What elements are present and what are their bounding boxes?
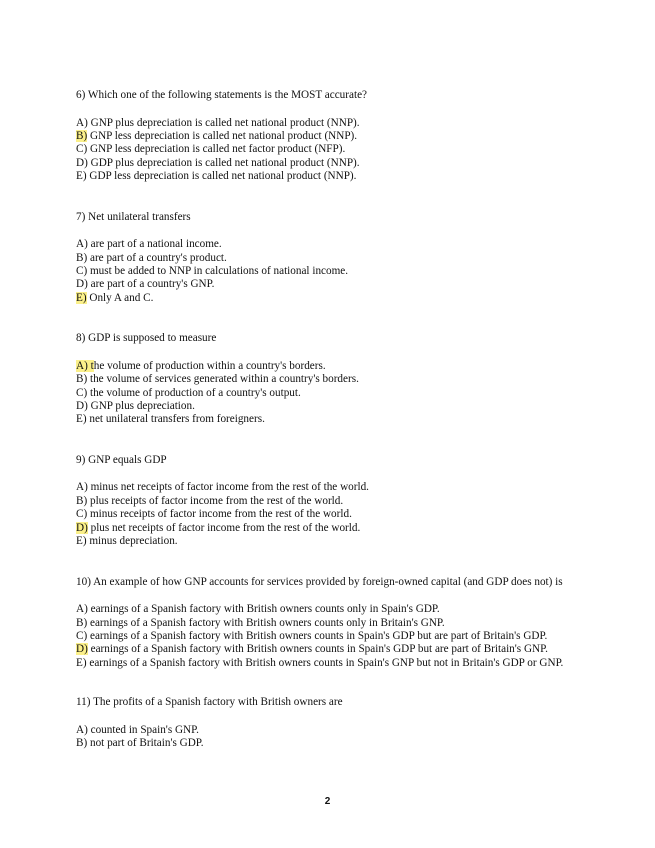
option-text: are part of a national income. <box>87 238 222 251</box>
answer-option-a <box>76 238 579 251</box>
option-letter: C) <box>76 629 88 642</box>
answer-option-e <box>76 535 579 548</box>
option-letter: C) <box>76 386 88 399</box>
option-letter: B) <box>76 616 88 629</box>
option-letter: A) <box>76 603 88 616</box>
answer-option-a <box>76 360 579 373</box>
option-letter: B) <box>76 494 88 507</box>
question-stem: 9) GNP equals GDP <box>76 453 167 466</box>
question-stem: 10) An example of how GNP accounts for services provided by foreign-owned capital (and GDP does not) is <box>76 575 563 588</box>
highlighted-option-letter: D) <box>76 643 88 656</box>
option-letter: A) <box>76 481 88 494</box>
answer-option-e <box>76 292 579 305</box>
answer-option-c <box>76 387 579 400</box>
option-text: earnings of a Spanish factory with British owners counts only in Britain's GNP. <box>87 616 445 629</box>
question-9 <box>76 454 579 549</box>
option-text: Only A and C. <box>86 291 154 304</box>
option-text: minus net receipts of factor income from the rest of the world. <box>87 481 369 494</box>
answer-option-c <box>76 143 579 156</box>
option-letter: D) <box>76 400 88 413</box>
answer-option-b <box>76 617 579 630</box>
highlighted-option-letter: D) <box>76 521 88 534</box>
option-letter: B) <box>76 251 88 264</box>
option-letter: E) <box>76 170 87 183</box>
question-7 <box>76 211 579 306</box>
question-11 <box>76 696 579 750</box>
answer-option-b <box>76 252 579 265</box>
option-text: earnings of a Spanish factory with British owners counts only in Spain's GDP. <box>87 603 440 616</box>
option-letter: E) <box>76 413 87 426</box>
option-letter: B) <box>76 373 88 386</box>
question-10 <box>76 576 579 671</box>
option-text: minus depreciation. <box>86 535 178 548</box>
option-letter: C) <box>76 508 88 521</box>
option-text: the volume of production of a country's output. <box>87 386 301 399</box>
answer-option-d <box>76 278 579 291</box>
option-text: GNP plus depreciation is called net national product (NNP). <box>87 116 360 129</box>
option-text: minus receipts of factor income from the rest of the world. <box>87 508 352 521</box>
option-text: plus receipts of factor income from the rest of the world. <box>87 494 344 507</box>
answer-option-b <box>76 495 579 508</box>
question-stem: 8) GDP is supposed to measure <box>76 332 217 345</box>
option-text: the volume of services generated within a country's borders. <box>87 373 359 386</box>
option-text: earnings of a Spanish factory with British owners counts in Spain's GNP but not in Britain's GDP or GNP. <box>86 656 564 669</box>
question-8 <box>76 332 579 427</box>
answer-option-a <box>76 724 579 737</box>
option-text: are part of a country's GNP. <box>87 278 215 291</box>
option-letter: A) <box>76 723 88 736</box>
option-text: GNP less depreciation is called net national product (NNP). <box>87 130 358 142</box>
highlighted-option-letter: E) <box>76 291 87 304</box>
option-text: he volume of production within a country's borders. <box>93 359 326 372</box>
answer-option-c <box>76 630 579 643</box>
question-stem: 11) The profits of a Spanish factory with British owners are <box>76 696 343 709</box>
option-text: plus net receipts of factor income from the rest of the world. <box>87 521 361 534</box>
answer-option-d <box>76 157 579 170</box>
answer-option-c <box>76 265 579 278</box>
option-text: GDP less depreciation is called net national product (NNP). <box>86 170 357 183</box>
option-letter: E) <box>76 535 87 548</box>
page-number: 2 <box>324 796 331 807</box>
option-text: GNP less depreciation is called net factor product (NFP). <box>87 143 346 156</box>
question-stem: 6) Which one of the following statements is the MOST accurate? <box>76 89 368 101</box>
option-letter: A) <box>76 116 88 129</box>
answer-option-c <box>76 508 579 521</box>
answer-option-b <box>76 737 579 750</box>
question-list <box>76 89 579 751</box>
answer-option-a <box>76 481 579 494</box>
answer-option-d <box>76 400 579 413</box>
option-letter: C) <box>76 265 88 278</box>
answer-option-b <box>76 373 579 386</box>
option-text: earnings of a Spanish factory with British owners counts in Spain's GDP but are part of Britain's GDP. <box>87 629 548 642</box>
option-letter: E) <box>76 656 87 669</box>
highlighted-option-letter: B) <box>76 130 88 142</box>
answer-option-e <box>76 413 579 426</box>
question-stem: 7) Net unilateral transfers <box>76 210 191 223</box>
highlighted-option-letter: A) t <box>76 359 94 372</box>
option-letter: B) <box>76 737 88 750</box>
answer-option-a <box>76 603 579 616</box>
option-text: are part of a country's product. <box>87 251 227 264</box>
option-letter: D) <box>76 156 88 169</box>
option-text: counted in Spain's GNP. <box>87 723 199 736</box>
answer-option-b <box>76 130 579 143</box>
option-text: earnings of a Spanish factory with British owners counts in Spain's GDP but are part of Britain's GNP. <box>87 643 548 656</box>
answer-option-d <box>76 522 579 535</box>
option-text: GDP plus depreciation is called net national product (NNP). <box>87 156 360 169</box>
answer-option-e <box>76 657 579 670</box>
option-letter: C) <box>76 143 88 156</box>
option-text: net unilateral transfers from foreigners. <box>86 413 265 426</box>
option-text: must be added to NNP in calculations of national income. <box>87 265 349 278</box>
option-letter: A) <box>76 238 88 251</box>
option-letter: D) <box>76 278 88 291</box>
option-text: GNP plus depreciation. <box>87 400 195 413</box>
answer-option-e <box>76 170 579 183</box>
answer-option-a <box>76 117 579 130</box>
answer-option-d <box>76 643 579 656</box>
question-6 <box>76 89 579 184</box>
option-text: not part of Britain's GDP. <box>87 737 204 750</box>
